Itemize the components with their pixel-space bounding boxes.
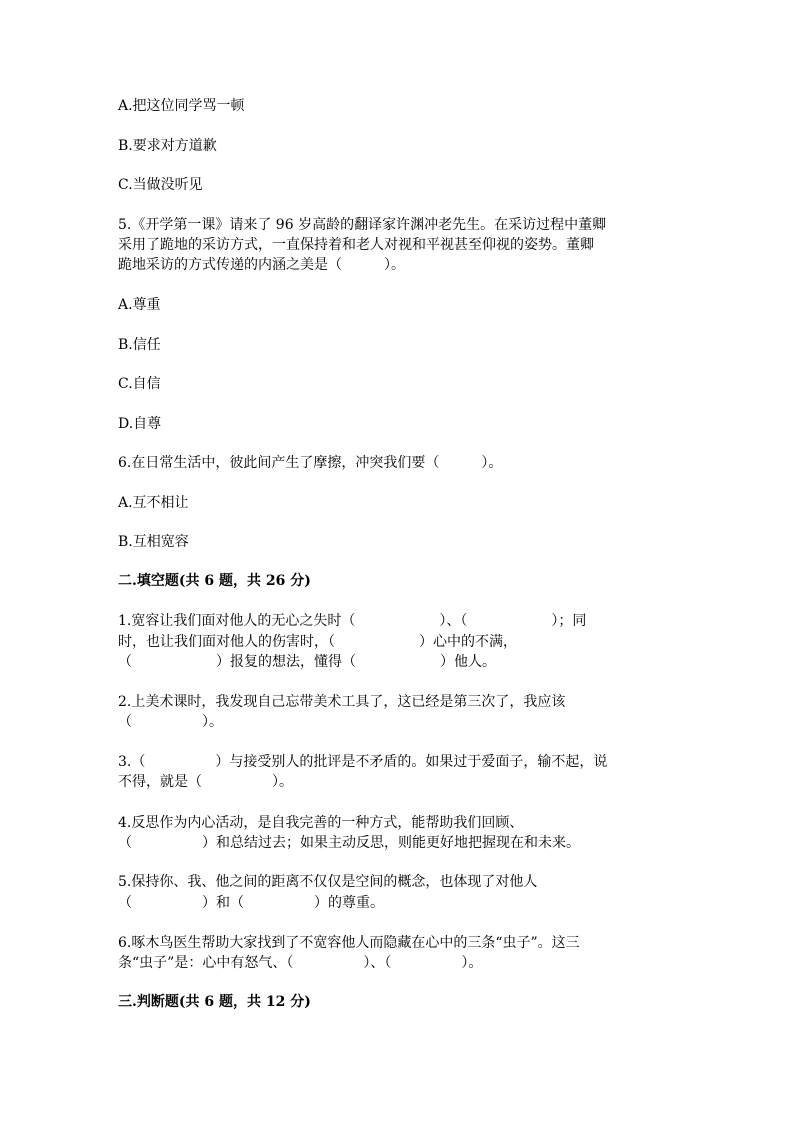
q6-option-a: A.互不相让	[118, 495, 189, 511]
q4-option-a: A.把这位同学骂一顿	[118, 98, 245, 114]
q4-option-b: B.要求对方道歉	[118, 138, 217, 154]
q5-text-line-1: 5.《开学第一课》请来了 96 岁高龄的翻译家许渊冲老先生。在采访过程中董卿	[118, 217, 607, 233]
q4-option-c: C.当做没听见	[118, 177, 203, 193]
fill-q2-line-2: （ ）。	[118, 714, 223, 730]
section-3-title: 三.判断题(共 6 题，共 12 分)	[118, 994, 311, 1010]
fill-q1-line-1: 1.宽容让我们面对他人的无心之失时（ ）、（ ）；同	[118, 613, 587, 629]
q5-text-line-3: 跪地采访的方式传递的内涵之美是（ ）。	[118, 257, 405, 273]
fill-q1-line-3: （ ）报复的想法，懂得（ ）他人。	[118, 654, 496, 670]
fill-q4-line-1: 4.反思作为内心活动，是自我完善的一种方式，能帮助我们回顾、	[118, 815, 524, 831]
q5-option-c: C.自信	[118, 376, 161, 392]
q6-text-line-1: 6.在日常生活中，彼此间产生了摩擦，冲突我们要（ ）。	[118, 455, 503, 471]
fill-q3-line-1: 3.（ ）与接受别人的批评是不矛盾的。如果过于爱面子，输不起，说	[118, 754, 608, 770]
fill-q1-line-2: 时，也让我们面对他人的伤害时，（ ）心中的不满，	[118, 634, 517, 650]
section-2-title: 二.填空题(共 6 题，共 26 分)	[118, 573, 311, 589]
fill-q2-line-1: 2.上美术课时，我发现自己忘带美术工具了，这已经是第三次了，我应该	[118, 694, 566, 710]
fill-q4-line-2: （ ）和总结过去；如果主动反思，则能更好地把握现在和未来。	[118, 835, 580, 851]
fill-q5-line-1: 5.保持你、我、他之间的距离不仅仅是空间的概念，也体现了对他人	[118, 874, 538, 890]
fill-q6-line-1: 6.啄木鸟医生帮助大家找到了不宽容他人而隐藏在心中的三条“虫子”。这三	[118, 935, 580, 951]
q6-option-b: B.互相宽容	[118, 534, 189, 550]
q5-option-d: D.自尊	[118, 416, 162, 432]
q5-option-a: A.尊重	[118, 297, 161, 313]
fill-q6-line-2: 条“虫子”是：心中有怒气、（ ）、（ ）。	[118, 955, 483, 971]
q5-option-b: B.信任	[118, 337, 161, 353]
q5-text-line-2: 采用了跪地的采访方式，一直保持着和老人对视和平视甚至仰视的姿势。董卿	[118, 237, 594, 253]
fill-q3-line-2: 不得，就是（ ）。	[118, 774, 293, 790]
fill-q5-line-2: （ ）和（ ）的尊重。	[118, 895, 384, 911]
